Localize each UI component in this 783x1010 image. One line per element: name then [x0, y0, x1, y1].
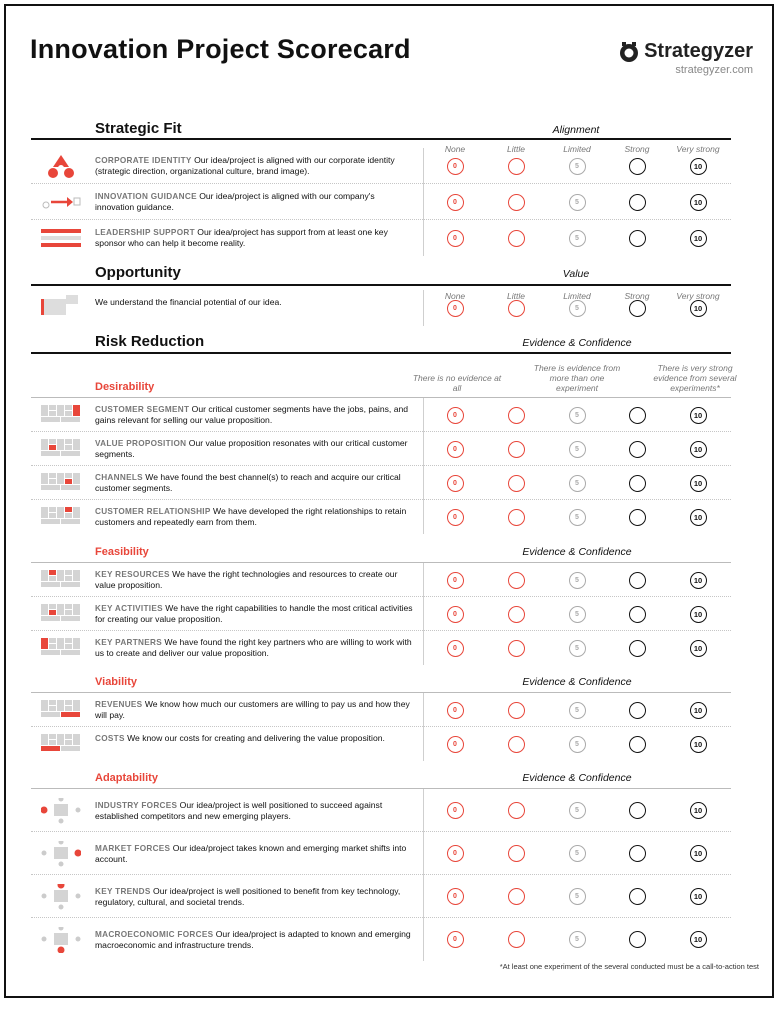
criterion-key: LEADERSHIP SUPPORT [95, 228, 195, 237]
rating-0-option[interactable]: 0 [447, 300, 464, 317]
rating-5-option[interactable]: 5 [569, 802, 586, 819]
rating-10-option[interactable]: 10 [690, 572, 707, 589]
divider [423, 398, 424, 432]
business-model-canvas-icon [41, 504, 81, 535]
rating-5-option[interactable]: 5 [569, 194, 586, 211]
criterion-key: MARKET FORCES [95, 843, 171, 853]
score-row [31, 466, 731, 500]
rating-0-option[interactable]: 0 [447, 230, 464, 247]
rating-0-option[interactable]: 0 [447, 407, 464, 424]
rating-low-option[interactable] [508, 572, 525, 589]
rating-low-option[interactable] [508, 931, 525, 948]
rating-5-option[interactable]: 5 [569, 475, 586, 492]
scale-label: None [444, 144, 466, 154]
subhead-evidence: Evidence & Confidence [522, 337, 632, 349]
rating-5-option[interactable]: 5 [569, 158, 586, 175]
business-model-canvas-icon [41, 697, 81, 728]
divider [423, 631, 424, 665]
section-rule [31, 284, 731, 286]
criterion-key: COSTS [95, 734, 125, 743]
rating-high-option[interactable] [629, 158, 646, 175]
criterion-label [95, 733, 413, 744]
score-row [31, 693, 731, 727]
scale3-none: There is no evidence at all [412, 373, 502, 393]
rating-high-option[interactable] [629, 300, 646, 317]
criterion-key: CHANNELS [95, 473, 143, 482]
rating-0-option[interactable]: 0 [447, 702, 464, 719]
divider [423, 727, 424, 761]
criterion-text: We have the right technologies and resources to create our value proposition. [95, 569, 398, 590]
rating-high-option[interactable] [629, 931, 646, 948]
brand-name: Strategyzer [644, 40, 753, 62]
criterion-text: We have developed the right relationships to retain customers and repeatedly earn from them. [95, 506, 407, 527]
rating-10-option[interactable]: 10 [690, 802, 707, 819]
category-feasibility: Feasibility [95, 546, 149, 558]
rating-0-option[interactable]: 0 [447, 931, 464, 948]
brand-url[interactable]: strategyzer.com [675, 64, 753, 76]
rating-low-option[interactable] [508, 736, 525, 753]
rating-0-option[interactable]: 0 [447, 888, 464, 905]
rating-low-option[interactable] [508, 640, 525, 657]
rating-high-option[interactable] [629, 572, 646, 589]
criterion-label [95, 191, 413, 213]
rating-0-option[interactable]: 0 [447, 606, 464, 623]
divider [423, 148, 424, 184]
scale-label: Very strong [676, 291, 720, 301]
criterion-label [95, 438, 413, 460]
rating-10-option[interactable]: 10 [690, 230, 707, 247]
rating-high-option[interactable] [629, 802, 646, 819]
divider [423, 563, 424, 597]
divider [423, 184, 424, 220]
divider [423, 597, 424, 631]
criterion-text: Our idea/project is well positioned to benefit from key technology, regulatory, cultural, and societal trends. [95, 885, 401, 907]
rating-low-option[interactable] [508, 300, 525, 317]
business-model-canvas-icon [41, 567, 81, 598]
subhead-evidence: Evidence & Confidence [522, 772, 632, 784]
criterion-text: We have the right capabilities to handle the most critical activities for creating our value proposition. [95, 603, 413, 624]
criterion-label [95, 699, 413, 721]
score-row [31, 597, 731, 631]
category-adaptability: Adaptability [95, 772, 158, 784]
criterion-label [95, 155, 413, 177]
rating-high-option[interactable] [629, 441, 646, 458]
criterion-label [95, 404, 413, 426]
rating-10-option[interactable]: 10 [690, 888, 707, 905]
criterion-label [95, 506, 413, 528]
rating-low-option[interactable] [508, 702, 525, 719]
rating-low-option[interactable] [508, 845, 525, 862]
criterion-key: KEY TRENDS [95, 886, 151, 896]
criterion-key: INDUSTRY FORCES [95, 800, 178, 810]
criterion-key: KEY PARTNERS [95, 638, 162, 647]
criterion-label [95, 603, 413, 625]
leadership-support-icon [41, 225, 81, 256]
rating-5-option[interactable]: 5 [569, 845, 586, 862]
scale-label: Strong [624, 144, 650, 154]
score-row [31, 789, 731, 832]
rating-low-option[interactable] [508, 606, 525, 623]
business-model-canvas-icon [41, 436, 81, 467]
score-row [31, 500, 731, 534]
rating-0-option[interactable]: 0 [447, 441, 464, 458]
rating-10-option[interactable]: 10 [690, 509, 707, 526]
rating-low-option[interactable] [508, 802, 525, 819]
rating-0-option[interactable]: 0 [447, 475, 464, 492]
subhead-evidence: Evidence & Confidence [522, 676, 632, 688]
criterion-key: KEY ACTIVITIES [95, 604, 163, 613]
score-row [31, 918, 731, 961]
score-row [31, 563, 731, 597]
rating-10-option[interactable]: 10 [690, 441, 707, 458]
criterion-key: CORPORATE IDENTITY [95, 156, 192, 165]
brand [618, 40, 753, 63]
criterion-label [95, 569, 413, 591]
environment-forces-icon [41, 927, 81, 958]
divider [423, 500, 424, 534]
divider [423, 832, 424, 875]
criterion-label [95, 297, 413, 308]
criterion-text: Our idea/project has support from at least one key sponsor who can help it become reality. [95, 227, 388, 248]
score-row [31, 398, 731, 432]
scale-label: Little [507, 291, 525, 301]
rating-high-option[interactable] [629, 702, 646, 719]
rating-0-option[interactable]: 0 [447, 640, 464, 657]
rating-5-option[interactable]: 5 [569, 888, 586, 905]
scale-label: Limited [563, 291, 591, 301]
criterion-label [95, 886, 413, 908]
rating-high-option[interactable] [629, 845, 646, 862]
section-title-risk-reduction: Risk Reduction [95, 333, 205, 350]
criterion-text: We have found the best channel(s) to reach and acquire our critical customer segments. [95, 472, 401, 493]
subhead-value: Value [562, 268, 590, 280]
criterion-text: Our idea/project is adapted to known and emerging macroeconomic and infrastructure trends. [95, 928, 411, 950]
rating-10-option[interactable]: 10 [690, 300, 707, 317]
business-model-canvas-icon [41, 635, 81, 666]
rating-0-option[interactable]: 0 [447, 802, 464, 819]
rating-high-option[interactable] [629, 509, 646, 526]
rating-5-option[interactable]: 5 [569, 572, 586, 589]
criterion-key: VALUE PROPOSITION [95, 439, 187, 448]
rating-low-option[interactable] [508, 158, 525, 175]
criterion-label [95, 637, 413, 659]
rating-5-option[interactable]: 5 [569, 931, 586, 948]
rating-0-option[interactable]: 0 [447, 572, 464, 589]
criterion-label [95, 472, 413, 494]
score-row [31, 290, 731, 326]
rating-10-option[interactable]: 10 [690, 736, 707, 753]
rating-0-option[interactable]: 0 [447, 736, 464, 753]
environment-forces-icon [41, 884, 81, 915]
criterion-label [95, 929, 413, 951]
score-row [31, 184, 731, 220]
rating-5-option[interactable]: 5 [569, 702, 586, 719]
criterion-text: Our critical customer segments have the jobs, pains, and gains relevant for selling our value proposition. [95, 404, 409, 425]
corporate-identity-icon [41, 153, 81, 184]
divider [423, 432, 424, 466]
rating-5-option[interactable]: 5 [569, 300, 586, 317]
rating-10-option[interactable]: 10 [690, 475, 707, 492]
score-row [31, 832, 731, 875]
criterion-key: KEY RESOURCES [95, 570, 170, 579]
criterion-text: Our idea/project takes known and emerging market shifts into account. [95, 842, 407, 864]
criterion-text: Our idea/project is well positioned to succeed against established competitors and new emerging players. [95, 799, 383, 821]
criterion-label [95, 800, 413, 822]
rating-low-option[interactable] [508, 888, 525, 905]
rating-10-option[interactable]: 10 [690, 194, 707, 211]
divider [423, 875, 424, 918]
rating-5-option[interactable]: 5 [569, 230, 586, 247]
page-title: Innovation Project Scorecard [30, 34, 411, 64]
business-model-canvas-icon [41, 601, 81, 632]
rating-high-option[interactable] [629, 736, 646, 753]
criterion-key: INNOVATION GUIDANCE [95, 192, 197, 201]
strategyzer-logo-icon [618, 41, 640, 63]
scale-label: None [444, 291, 466, 301]
rating-10-option[interactable]: 10 [690, 702, 707, 719]
score-row [31, 631, 731, 665]
score-row [31, 220, 731, 256]
rating-10-option[interactable]: 10 [690, 640, 707, 657]
rating-high-option[interactable] [629, 475, 646, 492]
rating-high-option[interactable] [629, 606, 646, 623]
rating-low-option[interactable] [508, 475, 525, 492]
business-model-canvas-icon [41, 402, 81, 433]
scale-label: Strong [624, 291, 650, 301]
category-viability: Viability [95, 676, 137, 688]
divider [423, 693, 424, 727]
section-title-opportunity: Opportunity [95, 264, 181, 281]
criterion-key: REVENUES [95, 700, 143, 709]
criterion-text: Our idea/project is aligned with our company's innovation guidance. [95, 191, 375, 212]
divider [423, 290, 424, 326]
rating-low-option[interactable] [508, 407, 525, 424]
rating-0-option[interactable]: 0 [447, 509, 464, 526]
rating-5-option[interactable]: 5 [569, 441, 586, 458]
divider [423, 918, 424, 961]
rating-low-option[interactable] [508, 441, 525, 458]
criterion-label [95, 843, 413, 865]
rating-5-option[interactable]: 5 [569, 509, 586, 526]
criterion-label [95, 227, 413, 249]
scale3-strong: There is very strong evidence from several experiments* [653, 363, 737, 393]
category-desirability: Desirability [95, 381, 155, 393]
rating-10-option[interactable]: 10 [690, 931, 707, 948]
innovation-guidance-icon [41, 189, 81, 220]
score-row [31, 727, 731, 761]
criterion-key: CUSTOMER SEGMENT [95, 405, 190, 414]
section-title-strategic-fit: Strategic Fit [95, 120, 182, 137]
score-row [31, 148, 731, 184]
rating-low-option[interactable] [508, 509, 525, 526]
rating-high-option[interactable] [629, 194, 646, 211]
rating-10-option[interactable]: 10 [690, 158, 707, 175]
criterion-text: We know our costs for creating and delivering the value proposition. [124, 733, 385, 743]
section-rule [31, 352, 731, 354]
criterion-text: We understand the financial potential of our idea. [95, 297, 282, 307]
rating-low-option[interactable] [508, 230, 525, 247]
subhead-alignment: Alignment [552, 124, 600, 136]
divider [423, 220, 424, 256]
rating-10-option[interactable]: 10 [690, 407, 707, 424]
rating-high-option[interactable] [629, 230, 646, 247]
environment-forces-icon [41, 841, 81, 872]
rating-0-option[interactable]: 0 [447, 158, 464, 175]
section-rule [31, 138, 731, 140]
scale-label: Limited [563, 144, 591, 154]
score-row [31, 432, 731, 466]
rating-high-option[interactable] [629, 640, 646, 657]
footnote: *At least one experiment of the several conducted must be a call-to-action test [499, 962, 759, 971]
criterion-key: CUSTOMER RELATIONSHIP [95, 507, 211, 516]
criterion-text: Our value proposition resonates with our critical customer segments. [95, 438, 408, 459]
rating-0-option[interactable]: 0 [447, 845, 464, 862]
financial-potential-icon [41, 295, 81, 326]
score-row [31, 875, 731, 918]
environment-forces-icon [41, 798, 81, 829]
scale-label: Little [507, 144, 525, 154]
subhead-evidence: Evidence & Confidence [522, 546, 632, 558]
rating-high-option[interactable] [629, 888, 646, 905]
business-model-canvas-icon [41, 470, 81, 501]
business-model-canvas-icon [41, 731, 81, 762]
rating-high-option[interactable] [629, 407, 646, 424]
criterion-key: MACROECONOMIC FORCES [95, 929, 214, 939]
divider [423, 466, 424, 500]
divider [423, 789, 424, 832]
scale-label: Very strong [676, 144, 720, 154]
rating-0-option[interactable]: 0 [447, 194, 464, 211]
rating-5-option[interactable]: 5 [569, 736, 586, 753]
rating-low-option[interactable] [508, 194, 525, 211]
criterion-text: Our idea/project is aligned with our corporate identity (strategic direction, organizational culture, brand image). [95, 155, 395, 176]
scale3-some: There is evidence from more than one experiment [533, 363, 621, 393]
rating-10-option[interactable]: 10 [690, 606, 707, 623]
criterion-text: We know how much our customers are willing to pay us and how they will pay. [95, 699, 410, 720]
rating-5-option[interactable]: 5 [569, 606, 586, 623]
rating-10-option[interactable]: 10 [690, 845, 707, 862]
rating-5-option[interactable]: 5 [569, 407, 586, 424]
criterion-text: We have found the right key partners who are willing to work with us to create and deliver our value proposition. [95, 637, 412, 658]
rating-5-option[interactable]: 5 [569, 640, 586, 657]
